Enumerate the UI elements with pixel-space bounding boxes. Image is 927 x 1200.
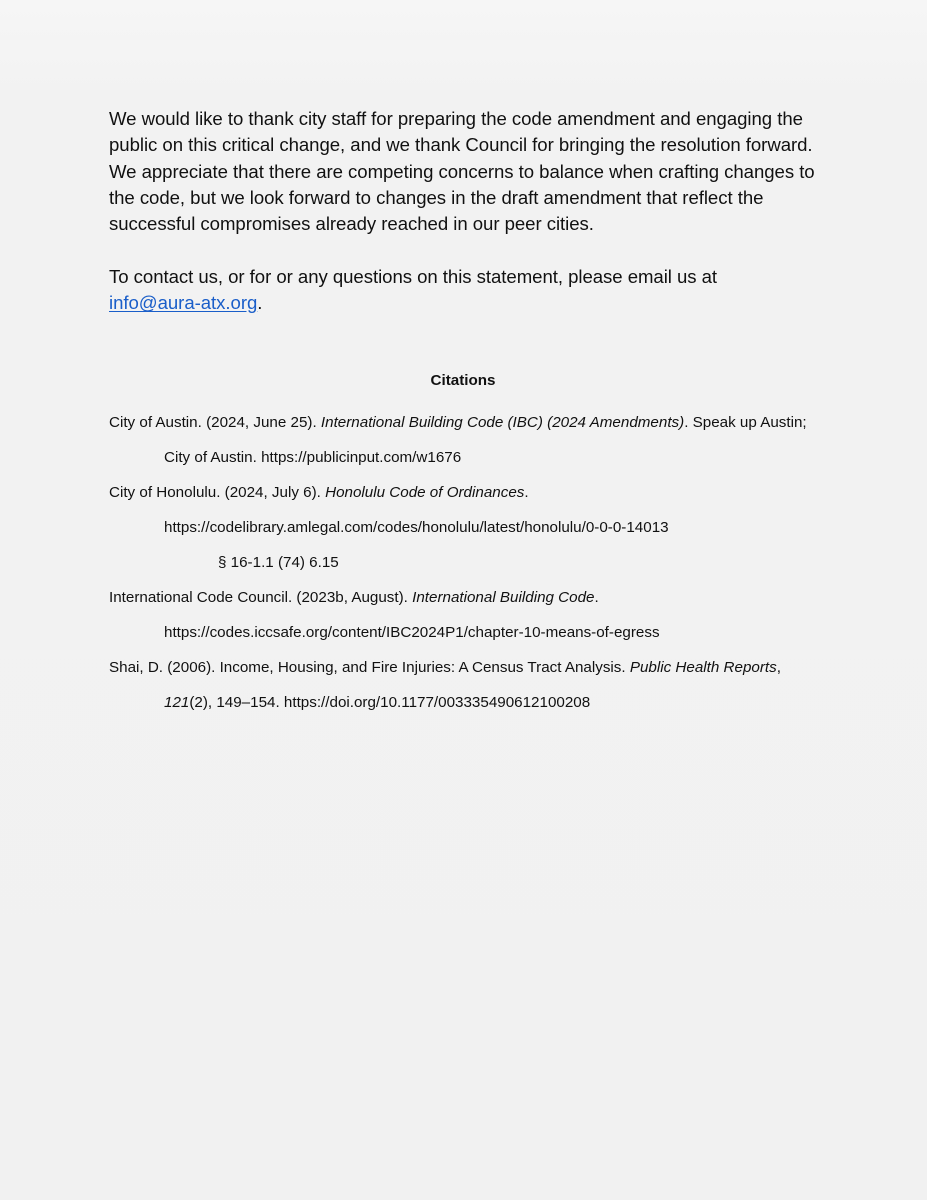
citation-text: Shai, D. (2006). Income, Housing, and Fire Injuries: A Census Tract Analysis. bbox=[109, 659, 630, 676]
citation-text: International Code Council. (2023b, August). bbox=[109, 589, 413, 606]
citations-title: Citations bbox=[430, 372, 496, 389]
paragraph-line: We would like to thank city staff for preparing the code amendment and engaging the bbox=[109, 108, 803, 129]
contact-email-link[interactable]: info@aura-atx.org bbox=[109, 292, 258, 314]
citation-text: (2), 149–154. https://doi.org/10.1177/003335490612100208 bbox=[189, 694, 591, 711]
citation-volume-italic: 121 bbox=[164, 694, 190, 711]
paragraph-line: successful compromises already reached in our peer cities. bbox=[109, 213, 594, 235]
citation-honolulu bbox=[109, 475, 849, 510]
citation-text: , bbox=[776, 659, 781, 676]
citation-text: City of Austin. (2024, June 25). bbox=[109, 414, 321, 431]
paragraph-line: We appreciate that there are competing concerns to balance when crafting changes to bbox=[109, 160, 815, 182]
paragraph-line: the code, but we look forward to changes in the draft amendment that reflect the bbox=[109, 186, 764, 208]
citation-honolulu-url: https://codelibrary.amlegal.com/codes/honolulu/latest/honolulu/0-0-0-14013 bbox=[164, 519, 669, 536]
citation-text: City of Honolulu. (2024, July 6). bbox=[109, 484, 326, 501]
citation-shai-cont bbox=[109, 685, 849, 720]
citation-icc-url: https://codes.iccsafe.org/content/IBC2024P1/chapter-10-means-of-egress bbox=[164, 624, 660, 641]
citation-title-italic: International Building Code bbox=[412, 589, 595, 606]
citation-list bbox=[109, 405, 849, 720]
citations-section bbox=[109, 370, 849, 720]
citation-text: . Speak up Austin; bbox=[684, 414, 807, 431]
citation-shai bbox=[109, 650, 849, 685]
citation-title-italic: International Building Code (IBC) (2024 Amendments) bbox=[320, 414, 685, 431]
citation-text: . bbox=[594, 589, 599, 606]
citation-austin bbox=[109, 405, 849, 440]
citation-text: . bbox=[524, 484, 529, 501]
statement-body bbox=[109, 106, 829, 316]
citation-title-italic: Honolulu Code of Ordinances bbox=[325, 484, 525, 501]
contact-text: To contact us, or for or any questions on this statement, please email us at bbox=[109, 265, 718, 287]
paragraph-line: public on this critical change, and we thank Council for bringing the resolution forward. bbox=[109, 134, 813, 156]
contact-end: . bbox=[257, 292, 263, 314]
contact-paragraph bbox=[109, 264, 829, 317]
citation-icc bbox=[109, 580, 849, 615]
citation-austin-cont: City of Austin. https://publicinput.com/w1676 bbox=[164, 449, 462, 466]
citation-journal-italic: Public Health Reports bbox=[629, 659, 777, 676]
citation-honolulu-section: § 16-1.1 (74) 6.15 bbox=[218, 554, 339, 571]
closing-paragraph bbox=[109, 106, 829, 237]
